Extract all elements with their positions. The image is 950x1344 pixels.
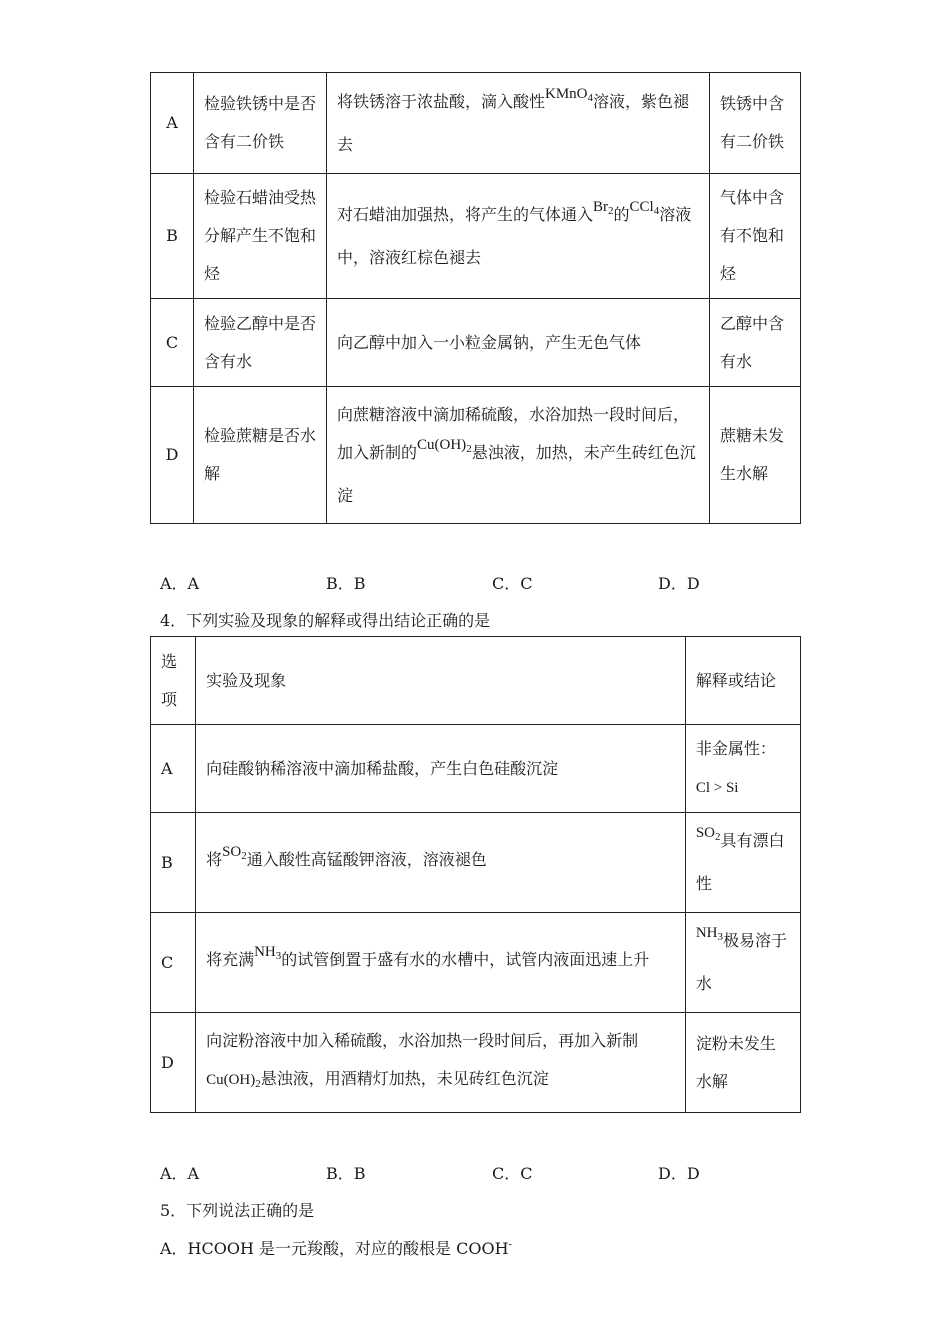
choice-d[interactable]: D．D <box>658 574 700 593</box>
formula-cuoh2: $Cu(OH)_2$ <box>417 436 472 455</box>
purpose-cell: 检验乙醇中是否含有水 <box>194 299 327 387</box>
purpose-cell: 检验铁锈中是否含有二价铁 <box>194 73 327 174</box>
experiment-cell: 将$SO_2$通入酸性高锰酸钾溶液，溶液褪色 <box>196 813 686 913</box>
formula-so2: $SO_2$ <box>695 825 721 843</box>
experiment-table-q4 <box>150 636 801 1113</box>
conclusion-cell: $NH_3$极易溶于水 <box>685 913 800 1013</box>
option-cell: D <box>151 1013 196 1113</box>
conclusion-cell: 非金属性： Cl > Si <box>685 725 800 813</box>
operation-cell: 向乙醇中加入一小粒金属钠，产生无色气体 <box>327 299 710 387</box>
option-cell: A <box>151 73 194 174</box>
choice-a[interactable]: A．A <box>160 574 200 593</box>
choice-b[interactable]: B．B <box>326 574 366 593</box>
experiment-cell: 向淀粉溶液中加入稀硫酸，水浴加热一段时间后，再加入新制 $Cu(OH)_2$悬浊液，用酒精灯加热，未见砖红色沉淀 <box>196 1013 686 1113</box>
choice-a[interactable]: A．A <box>160 1164 200 1183</box>
answer-choices-q4 <box>160 1161 840 1185</box>
answer-choices-q3 <box>160 571 840 595</box>
conclusion-cell: 蔗糖未发生水解 <box>710 387 801 524</box>
operation-cell: 对石蜡油加强热，将产生的气体通入$Br_2$的CCl$_4$溶液中，溶液红棕色褪去 <box>327 174 710 299</box>
formula-cuoh2: $Cu(OH)_2$ <box>206 1072 261 1090</box>
choice-d[interactable]: D．D <box>658 1164 700 1183</box>
option-cell: B <box>151 174 194 299</box>
conclusion-cell: $SO_2$具有漂白性 <box>685 813 800 913</box>
conclusion-cell: 气体中含有不饱和烃 <box>710 174 801 299</box>
purpose-cell: 检验蔗糖是否水解 <box>194 387 327 524</box>
choice-b[interactable]: B．B <box>326 1164 366 1183</box>
table-row <box>151 913 801 1013</box>
question-5-stem: 5．下列说法正确的是 <box>160 1201 315 1220</box>
formula-ccl4: CCl$_4$ <box>629 198 660 217</box>
table-row <box>151 387 801 524</box>
experiment-cell: 向硅酸钠稀溶液中滴加稀盐酸，产生白色硅酸沉淀 <box>196 725 686 813</box>
header-conclusion: 解释或结论 <box>685 637 800 725</box>
operation-cell: 将铁锈溶于浓盐酸，滴入酸性KMnO$_4$溶液，紫色褪去 <box>327 73 710 174</box>
question-4-stem: 4．下列实验及现象的解释或得出结论正确的是 <box>160 611 491 630</box>
formula-nh3: $NH_3$ <box>254 944 282 962</box>
experiment-table-q3 <box>150 72 801 524</box>
formula-nh3: $NH_3$ <box>695 925 723 943</box>
table-row <box>151 1013 801 1113</box>
header-option: 选项 <box>151 637 196 725</box>
option-cell: C <box>151 299 194 387</box>
option-cell: C <box>151 913 196 1013</box>
conclusion-cell: 铁锈中含有二价铁 <box>710 73 801 174</box>
option-cell: D <box>151 387 194 524</box>
option-cell: A <box>151 725 196 813</box>
header-experiment: 实验及现象 <box>196 637 686 725</box>
table-row <box>151 299 801 387</box>
table-row <box>151 813 801 913</box>
experiment-cell: 将充满$NH_3$的试管倒置于盛有水的水槽中，试管内液面迅速上升 <box>196 913 686 1013</box>
formula-so2: $SO_2$ <box>222 844 247 862</box>
table-header-row <box>151 637 801 725</box>
formula-kmno4: KMnO$_4$ <box>545 85 594 104</box>
operation-cell: 向蔗糖溶液中滴加稀硫酸，水浴加热一段时间后，加入新制的$Cu(OH)_2$悬浊液，加热，未产生砖红色沉淀 <box>327 387 710 524</box>
question-5-option-a[interactable]: A．HCOOH 是一元羧酸，对应的酸根是 COOH- <box>160 1239 512 1258</box>
conclusion-cell: 淀粉未发生水解 <box>685 1013 800 1113</box>
choice-c[interactable]: C．C <box>492 574 533 593</box>
table-row <box>151 174 801 299</box>
option-cell: B <box>151 813 196 913</box>
table-row <box>151 73 801 174</box>
table-row <box>151 725 801 813</box>
choice-c[interactable]: C．C <box>492 1164 533 1183</box>
conclusion-cell: 乙醇中含有水 <box>710 299 801 387</box>
formula-br2: $Br_2$ <box>593 198 614 217</box>
purpose-cell: 检验石蜡油受热分解产生不饱和烃 <box>194 174 327 299</box>
